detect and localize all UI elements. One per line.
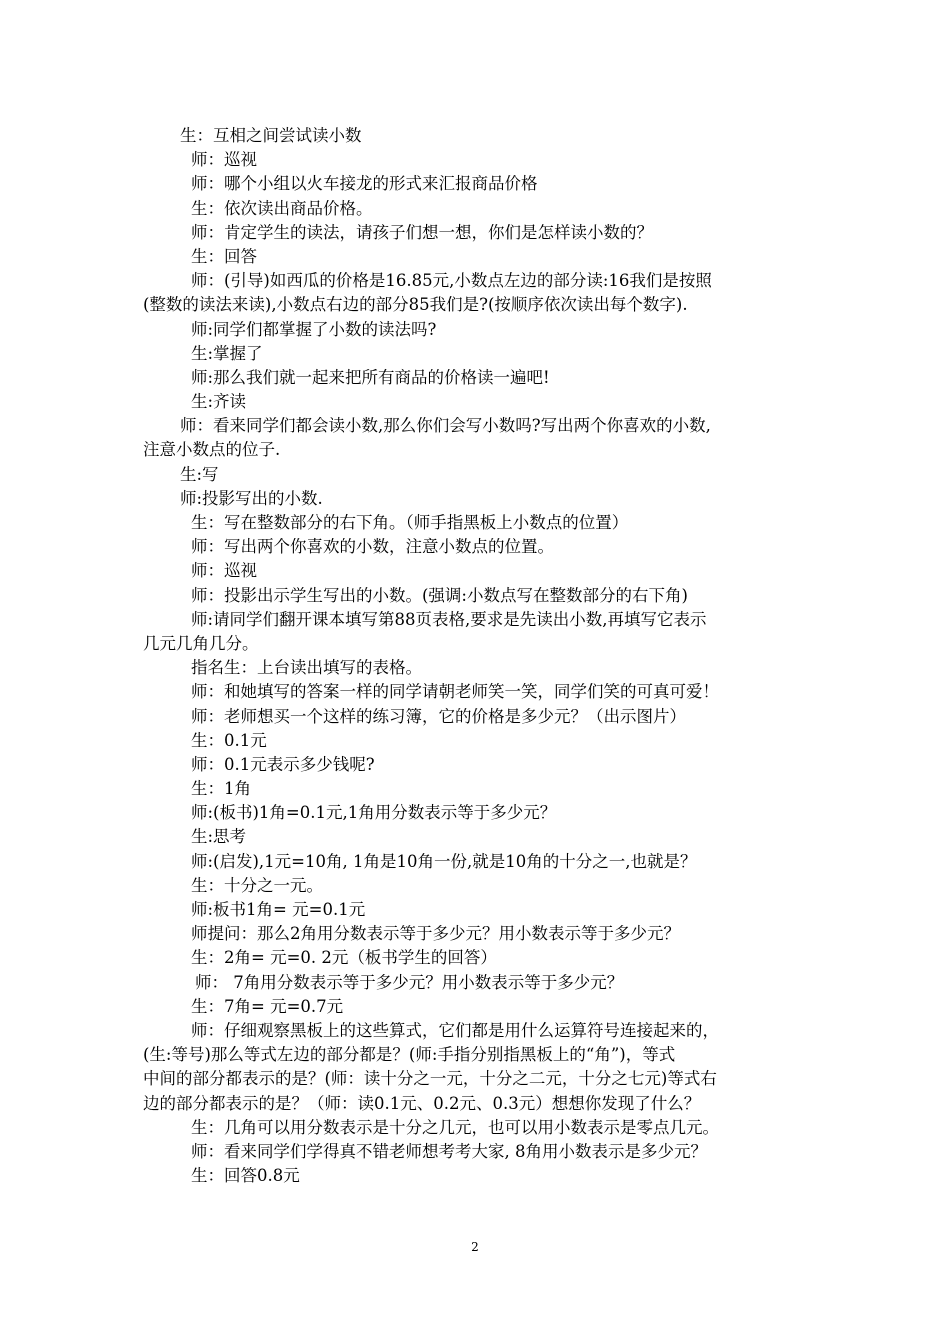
transcript-line: 师：(引导)如西瓜的价格是16.85元,小数点左边的部分读:16我们是按照	[191, 271, 712, 291]
transcript-line: 生：回答0.8元	[191, 1166, 300, 1186]
transcript-line: 生:齐读	[191, 392, 247, 412]
transcript-line: 生：回答	[191, 246, 257, 266]
transcript-line: 生：0.1元	[191, 730, 267, 750]
transcript-body	[143, 124, 811, 1188]
transcript-line: 生：依次读出商品价格。	[191, 198, 373, 218]
page-number: 2	[471, 1240, 479, 1254]
transcript-line: 师提问：那么2角用分数表示等于多少元？用小数表示等于多少元？	[191, 924, 680, 944]
transcript-line: 注意小数点的位子.	[143, 440, 281, 460]
transcript-line: 生：互相之间尝试读小数	[180, 126, 362, 145]
transcript-line: 生：写在整数部分的右下角。（师手指黑板上小数点的位置）	[191, 513, 629, 532]
transcript-line: 师：老师想买一个这样的练习簿，它的价格是多少元？（出示图片）	[191, 706, 686, 726]
transcript-line: 师:(板书)1角=0.1元,1角用分数表示等于多少元？	[191, 803, 557, 823]
transcript-line: (整数的读法来读),小数点右边的部分85我们是?(按顺序依次读出每个数字).	[143, 295, 688, 315]
transcript-line: 师： 7角用分数表示等于多少元？用小数表示等于多少元？	[195, 972, 624, 992]
transcript-line: 师：巡视	[191, 561, 257, 581]
transcript-line: 师：0.1元表示多少钱呢?	[191, 754, 375, 774]
transcript-line: 生：1角	[191, 779, 251, 799]
transcript-line: 师：看来同学们学得真不错老师想考考大家, 8角用小数表示是多少元？	[191, 1141, 707, 1161]
transcript-line: 师:(启发),1元=10角, 1角是10角一份,就是10角的十分之一,也就是？	[191, 851, 697, 871]
transcript-line: 生：7角= 元=0.7元	[191, 996, 344, 1016]
transcript-line: 师:投影写出的小数.	[180, 488, 323, 508]
transcript-line: 师：看来同学们都会读小数,那么你们会写小数吗?写出两个你喜欢的小数,	[180, 416, 711, 436]
transcript-line: 师：肯定学生的读法，请孩子们想一想，你们是怎样读小数的？	[191, 222, 653, 242]
transcript-line: 师:那么我们就一起来把所有商品的价格读一遍吧!	[191, 367, 550, 387]
transcript-line: 指名生：上台读出填写的表格。	[191, 658, 422, 678]
transcript-line: 师：投影出示学生写出的小数。(强调:小数点写在整数部分的右下角)	[191, 585, 688, 605]
transcript-line: 几元几角几分。	[143, 633, 259, 653]
transcript-line: 师：和她填写的答案一样的同学请朝老师笑一笑，同学们笑的可真可爱！	[191, 682, 719, 702]
transcript-line: 生：2角= 元=0. 2元（板书学生的回答）	[191, 948, 497, 968]
transcript-line: 生：十分之一元。	[191, 875, 323, 895]
transcript-line: 师：巡视	[191, 150, 257, 170]
transcript-line: (生:等号)那么等式左边的部分都是？(师:手指分别指黑板上的“角”)，等式	[143, 1045, 676, 1065]
transcript-line: 师：仔细观察黑板上的这些算式，它们都是用什么运算符号连接起来的，	[191, 1020, 719, 1040]
transcript-line: 边的部分都表示的是？（师：读0.1元、0.2元、0.3元）想想你发现了什么？	[143, 1093, 701, 1113]
transcript-line: 师:请同学们翻开课本填写第88页表格,要求是先读出小数,再填写它表示	[191, 609, 707, 629]
transcript-line: 师：哪个小组以火车接龙的形式来汇报商品价格	[191, 174, 538, 194]
transcript-line: 生:思考	[191, 827, 247, 847]
transcript-line: 生:写	[180, 464, 219, 484]
transcript-line: 师:板书1角= 元=0.1元	[191, 900, 366, 919]
transcript-line: 生：几角可以用分数表示是十分之几元，也可以用小数表示是零点几元。	[191, 1117, 719, 1137]
transcript-line: 师:同学们都掌握了小数的读法吗?	[191, 319, 437, 339]
transcript-line: 师：写出两个你喜欢的小数，注意小数点的位置。	[191, 537, 554, 557]
transcript-line: 中间的部分都表示的是？(师：读十分之一元，十分之二元，十分之七元)等式右	[143, 1069, 717, 1089]
transcript-line: 生:掌握了	[191, 343, 263, 363]
